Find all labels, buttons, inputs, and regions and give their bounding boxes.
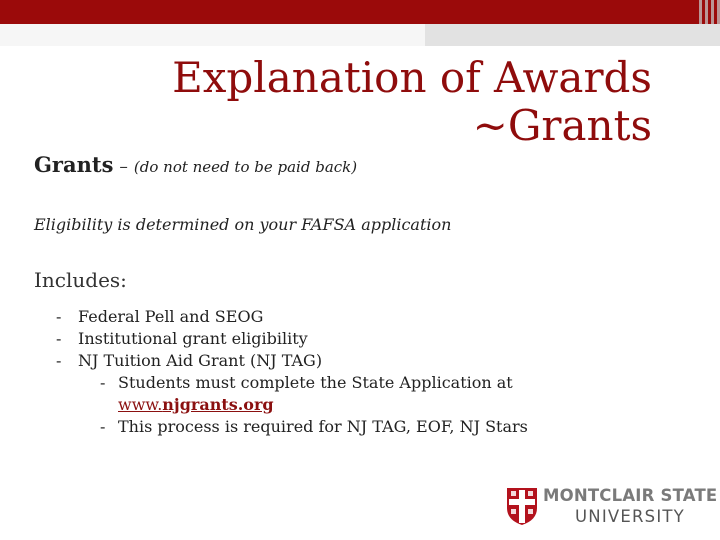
- slide-title-line2: ~Grants: [472, 101, 652, 150]
- list-item: [56, 350, 696, 372]
- university-shield-icon: [505, 486, 539, 526]
- grants-note: (do not need to be paid back): [133, 158, 358, 176]
- sub-bar-right: [425, 24, 720, 46]
- eligibility-text: Eligibility is determined on your FAFSA application: [34, 215, 452, 234]
- grants-heading: Grants: [34, 152, 114, 177]
- top-sub-bar: [0, 24, 720, 46]
- bullet-marker: -: [56, 351, 62, 370]
- sub-list-item: [56, 416, 696, 438]
- list-item-text: Institutional grant eligibility: [78, 329, 308, 348]
- list-item: [56, 328, 696, 350]
- slide-title-line1: Explanation of Awards: [172, 53, 652, 102]
- sub-list-item: [56, 372, 696, 394]
- bullet-marker: -: [100, 417, 106, 436]
- grant-list: [56, 306, 696, 438]
- list-item-text: Federal Pell and SEOG: [78, 307, 264, 326]
- bullet-marker: -: [100, 373, 106, 392]
- bullet-marker: -: [56, 307, 62, 326]
- montclair-logo: [505, 484, 718, 530]
- list-item-text: NJ Tuition Aid Grant (NJ TAG): [78, 351, 323, 370]
- sub-list-item-text: Students must complete the State Application at: [118, 373, 513, 392]
- includes-label: Includes:: [34, 268, 127, 292]
- slide-title: [172, 54, 652, 150]
- top-accent-bar: [0, 0, 720, 24]
- sub-bar-left: [0, 24, 425, 46]
- njgrants-link-text[interactable]: [118, 395, 274, 414]
- sub-list-item-text: This process is required for NJ TAG, EOF, NJ Stars: [118, 417, 528, 436]
- grants-dash: –: [119, 157, 128, 177]
- bullet-marker: -: [56, 329, 62, 348]
- njgrants-link[interactable]: [56, 394, 696, 416]
- grants-line: [34, 152, 357, 177]
- link-prefix[interactable]: www.: [118, 395, 163, 414]
- logo-subtitle: UNIVERSITY: [575, 507, 685, 526]
- link-domain[interactable]: njgrants.org: [162, 395, 274, 414]
- list-item: [56, 306, 696, 328]
- top-bar-stripes: [680, 0, 720, 24]
- logo-name: MONTCLAIR STATE: [543, 486, 718, 505]
